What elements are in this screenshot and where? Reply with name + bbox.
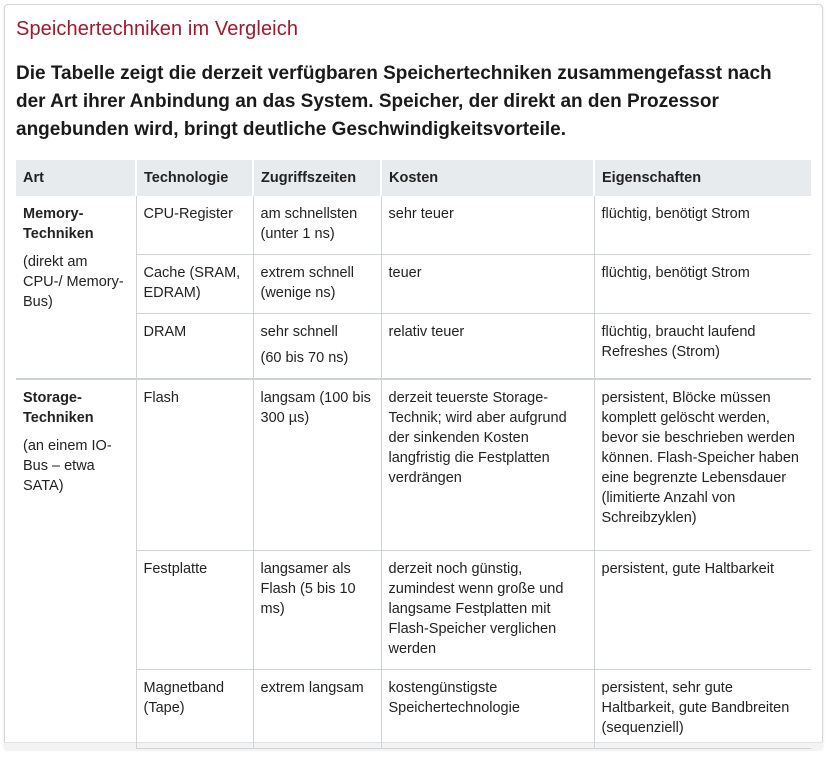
group-cell-storage xyxy=(16,379,136,749)
group-name: Memory-Techniken xyxy=(23,206,94,242)
table-cell: teuer xyxy=(381,255,594,314)
table-cell: Cache (SRAM, EDRAM) xyxy=(136,255,253,314)
table-row xyxy=(16,314,811,380)
table-cell: Flash xyxy=(136,379,253,551)
group-cell-memory xyxy=(16,196,136,379)
table-cell: DRAM xyxy=(136,314,253,380)
table-cell xyxy=(253,314,381,380)
table-cell: flüchtig, benötigt Strom xyxy=(594,255,811,314)
table-cell: derzeit noch günstig, zumindest wenn große und langsame Festplatten mit Flash-Speicher verglichen werden xyxy=(381,551,594,670)
group-description: (an einem IO-Bus – etwa SATA) xyxy=(23,438,112,494)
section-title: Speichertechniken im Vergleich xyxy=(16,18,299,40)
column-header: Art xyxy=(16,160,136,196)
table-cell: sehr teuer xyxy=(381,196,594,255)
access-time-detail: (60 bis 70 ns) xyxy=(260,350,349,366)
comparison-table xyxy=(16,160,811,749)
table-cell: Magnetband (Tape) xyxy=(136,670,253,749)
column-header: Kosten xyxy=(381,160,594,196)
table-row xyxy=(16,379,811,551)
table-cell: flüchtig, benötigt Strom xyxy=(594,196,811,255)
table-cell: persistent, sehr gute Haltbarkeit, gute Bandbreiten (sequenziell) xyxy=(594,670,811,749)
column-header: Eigenschaften xyxy=(594,160,811,196)
table-cell: langsamer als Flash (5 bis 10 ms) xyxy=(253,551,381,670)
table-cell: am schnellsten (unter 1 ns) xyxy=(253,196,381,255)
column-header: Zugriffszeiten xyxy=(253,160,381,196)
group-description: (direkt am CPU-/ Memory-Bus) xyxy=(23,254,124,310)
table-cell: persistent, Blöcke müssen komplett gelöscht werden, bevor sie beschrieben werden können. Flash-Speicher haben eine begrenzte Lebensdauer (limitierte Anzahl von Schreibzyklen) xyxy=(594,379,811,551)
column-header: Technologie xyxy=(136,160,253,196)
table-cell: derzeit teuerste Storage-Technik; wird aber aufgrund der sinkenden Kosten langfristig die Festplatten verdrängen xyxy=(381,379,594,551)
table-row xyxy=(16,255,811,314)
table-row xyxy=(16,196,811,255)
table-cell: kostengünstigste Speichertechnologie xyxy=(381,670,594,749)
table-header-row xyxy=(16,160,811,196)
table-row xyxy=(16,551,811,670)
table-cell: persistent, gute Haltbarkeit xyxy=(594,551,811,670)
group-name: Storage-Techniken xyxy=(23,390,94,426)
table-cell: extrem langsam xyxy=(253,670,381,749)
intro-text: Die Tabelle zeigt die derzeit verfügbaren Speichertechniken zusammengefasst nach der Art ihrer Anbindung an das System. Speicher, der direkt an den Prozessor angebunden wird, bringt deutliche Geschwindigkeitsvorteile. xyxy=(16,63,772,140)
table-cell: extrem schnell (wenige ns) xyxy=(253,255,381,314)
access-time-text: sehr schnell xyxy=(260,324,338,340)
table-cell: flüchtig, braucht laufend Refreshes (Strom) xyxy=(594,314,811,380)
table-row xyxy=(16,670,811,749)
table-cell: Festplatte xyxy=(136,551,253,670)
table-cell: langsam (100 bis 300 µs) xyxy=(253,379,381,551)
table-cell: relativ teuer xyxy=(381,314,594,380)
table-cell: CPU-Register xyxy=(136,196,253,255)
